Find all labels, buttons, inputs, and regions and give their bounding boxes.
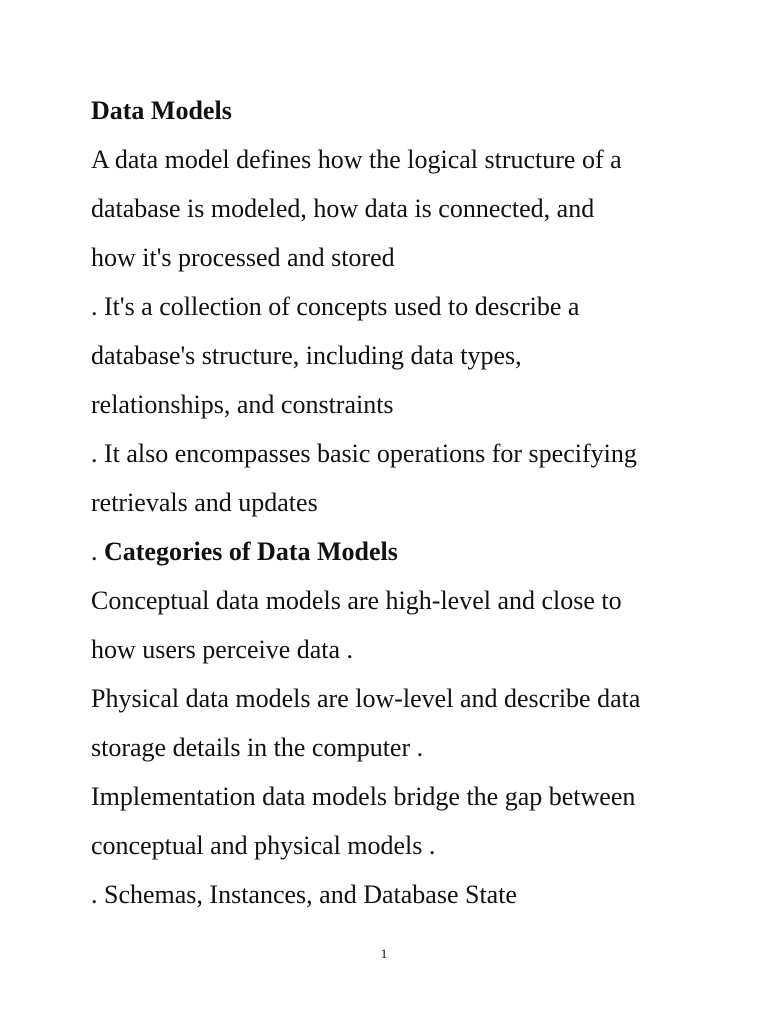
body-line: . It also encompasses basic operations for specifying — [91, 439, 637, 468]
body-line: relationships, and constraints — [91, 390, 394, 419]
section-heading: Data Models — [91, 96, 232, 125]
body-line: how users perceive data . — [91, 635, 354, 664]
body-line: Conceptual data models are high-level and close to — [91, 586, 622, 615]
body-line: Implementation data models bridge the gap between — [91, 782, 636, 811]
body-line: how it's processed and stored — [91, 243, 395, 272]
document-body — [91, 86, 691, 919]
page-number: 1 — [380, 946, 388, 961]
body-line: retrievals and updates — [91, 488, 318, 517]
categories-line — [91, 527, 691, 576]
body-line: conceptual and physical models . — [91, 831, 436, 860]
body-line: Physical data models are low-level and describe data — [91, 684, 641, 713]
body-line: database is modeled, how data is connected, and — [91, 194, 595, 223]
categories-heading: Categories of Data Models — [104, 537, 398, 566]
body-line: A data model defines how the logical structure of a — [91, 145, 622, 174]
body-line: . Schemas, Instances, and Database State — [91, 880, 517, 909]
body-line: database's structure, including data types, — [91, 341, 522, 370]
categories-prefix: . — [91, 537, 104, 566]
body-line: . It's a collection of concepts used to describe a — [91, 292, 580, 321]
body-line: storage details in the computer . — [91, 733, 424, 762]
